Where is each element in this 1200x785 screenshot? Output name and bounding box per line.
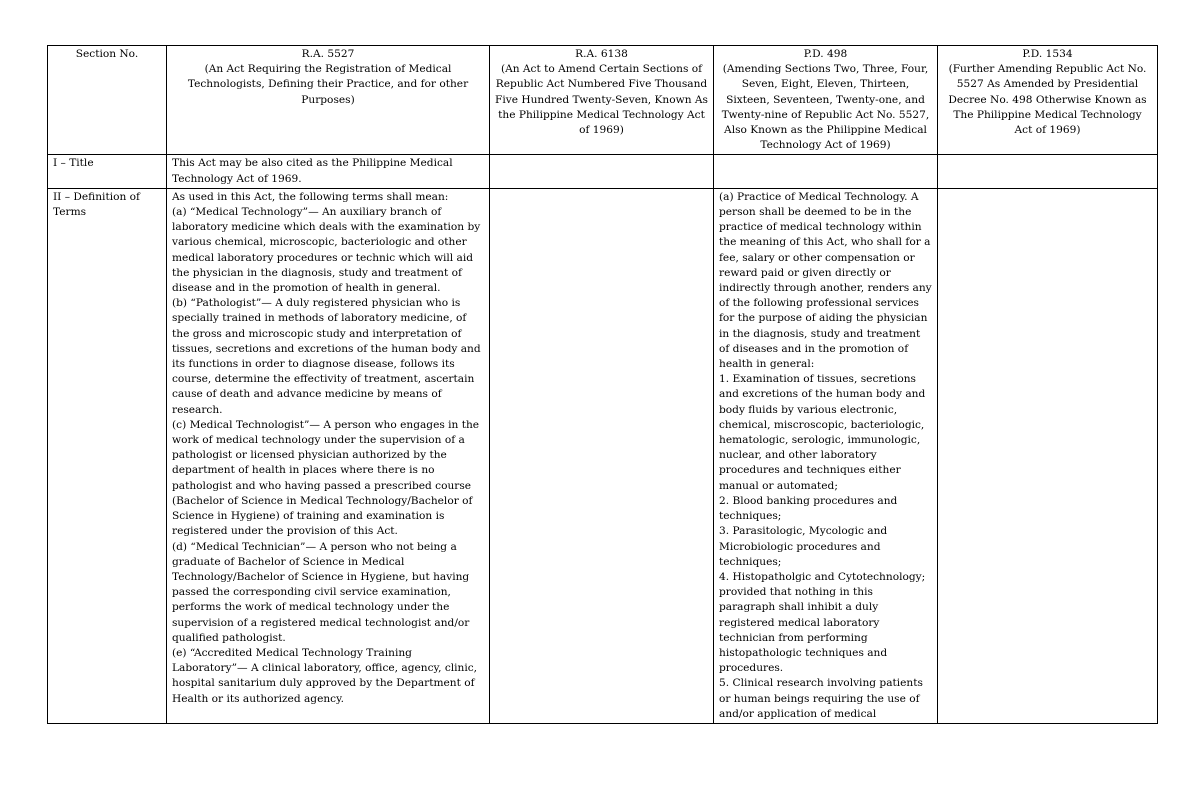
header-ra6138-subtitle: (An Act to Amend Certain Sections of Republic Act Numbered Five Thousand Five Hundred Twenty-Seven, Known As the Philippine Medical Technology Act of 1969) (495, 63, 708, 137)
def-pd498-item-1: 1. Examination of tissues, secretions and excretions of the human body and body fluids by various electronic, chemical, miscroscopic, bacteriologic, hematologic, serologic, immunologic, nuclear, and other laboratory procedures and techniques either manual or automated; (719, 373, 929, 492)
table-row-title (48, 155, 1158, 188)
def-pd498-item-a: (a) Practice of Medical Technology. A person shall be deemed to be in the practice of medical technology within the meaning of this Act, who shall for a fee, salary or other compensation or reward paid or given directly or indirectly through another, renders any of the following professional services for the purpose of aiding the physician in the diagnosis, study and treatment of diseases and in the promotion of health in general: (719, 190, 936, 371)
cell-title-section: I – Title (48, 155, 167, 188)
cell-def-ra6138 (490, 188, 714, 723)
cell-def-ra5527 (167, 188, 490, 723)
header-ra5527-subtitle: (An Act Requiring the Registration of Medical Technologists, Defining their Practice, and for other Purposes) (187, 63, 469, 106)
header-ra5527-title: R.A. 5527 (301, 48, 355, 60)
header-pd498-title: P.D. 498 (803, 48, 848, 60)
def-pd498-item-2: 2. Blood banking procedures and techniques; (719, 494, 901, 523)
cell-def-section: II – Definition of Terms (48, 188, 167, 723)
def-ra5527-item-e: (e) “Accredited Medical Technology Training Laboratory”— A clinical laboratory, office, agency, clinic, hospital sanitarium duly approved by the Department of Health or its authorized agency. (172, 646, 481, 705)
table-header-row (48, 46, 1158, 155)
table-row-definition (48, 188, 1158, 723)
header-ra5527 (167, 46, 490, 155)
comparison-table (47, 45, 1158, 724)
header-ra6138-title: R.A. 6138 (575, 48, 628, 60)
header-pd1534 (938, 46, 1158, 155)
cell-def-pd498 (714, 188, 938, 723)
def-ra5527-item-b: (b) “Pathologist”— A duly registered physician who is specially trained in methods of laboratory medicine, of the gross and microscopic study and interpretation of tissues, secretions and excretions of the human body and its functions in order to diagnose disease, follows its course, determine the effectivity of treatment, ascertain cause of death and advance medicine by means of research. (172, 297, 485, 416)
document-page (47, 45, 1157, 724)
cell-title-pd1534 (938, 155, 1158, 188)
def-ra5527-item-c: (c) Medical Technologist”— A person who engages in the work of medical technology under the supervision of a pathologist or licensed physician authorized by the department of health in places where there is no pathologist and who having passed a prescribed course (Bachelor of Science in Medical Technology/Bachelor of Science in Hygiene) of training and examination is registered under the provision of this Act. (172, 418, 483, 538)
header-pd1534-title: P.D. 1534 (1022, 48, 1073, 60)
def-pd498-item-3: 3. Parasitologic, Mycologic and Microbiologic procedures and techniques; (719, 525, 891, 568)
def-ra5527-item-d: (d) “Medical Technician”— A person who not being a graduate of Bachelor of Science in Medical Technology/Bachelor of Science in Hygiene, but having passed the corresponding civil service examination, performs the work of medical technology under the supervision of a registered medical technologist and/or qualified pathologist. (172, 540, 473, 644)
cell-title-ra5527: This Act may be also cited as the Philippine Medical Technology Act of 1969. (167, 155, 490, 188)
cell-title-ra6138 (490, 155, 714, 188)
cell-title-pd498 (714, 155, 938, 188)
header-pd498-subtitle: (Amending Sections Two, Three, Four, Seven, Eight, Eleven, Thirteen, Sixteen, Seventeen, Twenty-one, and Twenty-nine of Republic Act No. 5527, Also Known as the Philippine Medical Technology Act of 1969) (721, 63, 930, 152)
header-section-title: Section No. (75, 48, 139, 60)
cell-def-pd1534 (938, 188, 1158, 723)
header-ra6138 (490, 46, 714, 155)
def-ra5527-item-a: (a) “Medical Technology”— An auxiliary branch of laboratory medicine which deals with the examination by various chemical, microscopic, bacteriologic and other medical laboratory procedures or technic which will aid the physician in the diagnosis, study and treatment of disease and in the promotion of health in general. (172, 206, 484, 295)
header-pd1534-subtitle: (Further Amending Republic Act No. 5527 As Amended by Presidential Decree No. 498 Otherwise Known as The Philippine Medical Technology Act of 1969) (948, 63, 1147, 137)
header-pd498 (714, 46, 938, 155)
header-section-no (48, 46, 167, 155)
def-pd498-item-4: 4. Histopatholgic and Cytotechnology; provided that nothing in this paragraph shall inhibit a duly registered medical laboratory technician from performing histopathologic techniques and procedures. (719, 570, 929, 675)
def-pd498-item-5: 5. Clinical research involving patients or human beings requiring the use of and/or application of medical (719, 677, 927, 720)
def-ra5527-intro: As used in this Act, the following terms shall mean: (172, 190, 449, 203)
